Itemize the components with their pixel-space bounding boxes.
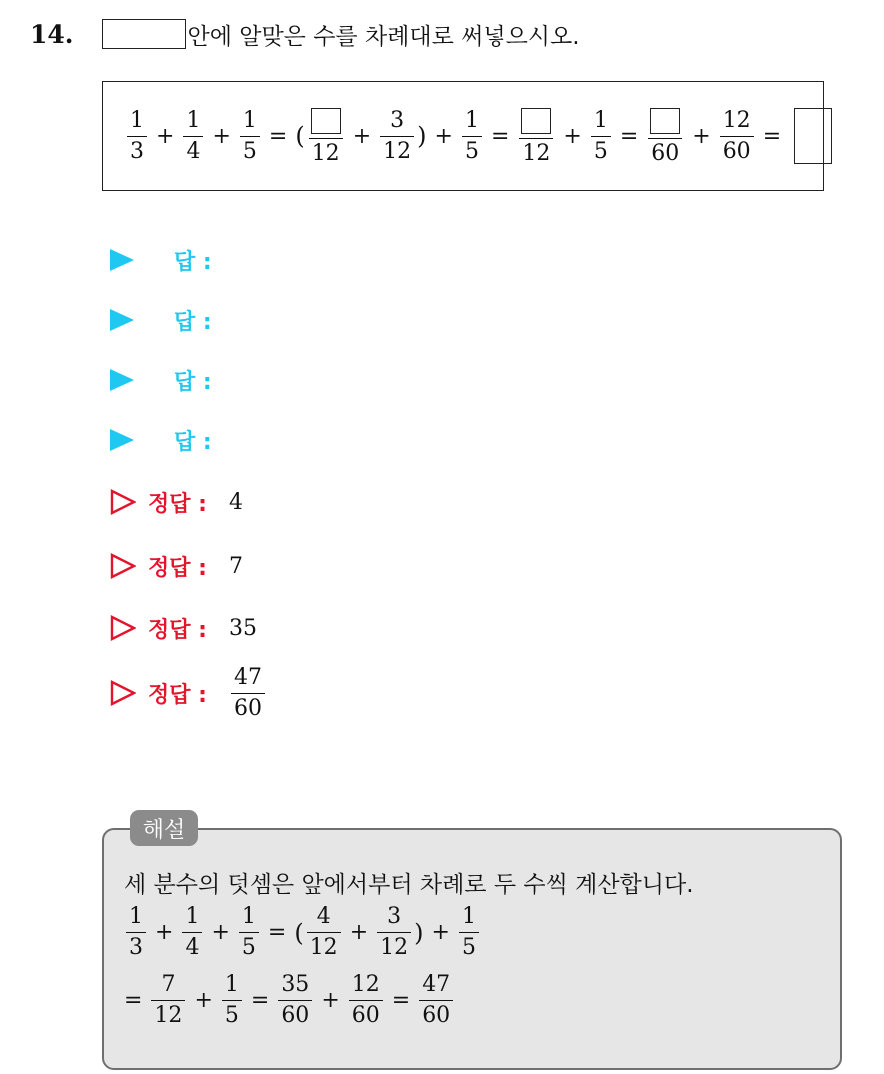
blank-box-icon [521, 108, 551, 134]
correct-answer-row [110, 662, 267, 724]
fraction [591, 107, 611, 164]
answer-label: 답 : [174, 369, 212, 395]
equation-box [102, 81, 824, 191]
correct-label: 정답 : [148, 682, 207, 708]
numerator: 47 [233, 664, 262, 690]
denominator: 5 [462, 136, 482, 163]
fraction [182, 906, 202, 959]
answer-row [110, 302, 212, 338]
plus-sign: + [563, 123, 582, 149]
numerator: 3 [390, 107, 405, 133]
fraction-with-blank [308, 108, 344, 165]
plus-sign: + [434, 123, 453, 149]
fraction [459, 906, 479, 959]
numerator: 1 [185, 904, 200, 929]
numerator: 12 [351, 972, 380, 997]
equals-sign: = [619, 123, 639, 149]
answer-label: 답 : [174, 309, 212, 335]
denominator: 60 [349, 1000, 383, 1027]
numerator: 1 [129, 904, 143, 929]
numerator: 1 [186, 107, 201, 133]
denominator: 12 [377, 932, 411, 959]
correct-label: 정답 : [148, 555, 207, 581]
correct-answer-row [110, 546, 243, 586]
equals-sign: = [250, 988, 270, 1013]
equals-sign: = [762, 123, 782, 149]
fraction-with-blank [647, 108, 683, 165]
equals-sign: = [268, 123, 288, 149]
denominator: 3 [126, 932, 146, 959]
plus-sign: + [349, 920, 369, 945]
fraction [419, 974, 453, 1027]
numerator: 1 [242, 107, 257, 133]
correct-answer-row [110, 482, 243, 522]
numerator: 35 [281, 972, 310, 997]
solution-text: 세 분수의 덧셈은 앞에서부터 차례로 두 수씩 계산합니다. [124, 872, 694, 898]
numerator [308, 108, 344, 138]
numerator: 4 [316, 904, 331, 929]
correct-label: 정답 : [148, 491, 207, 517]
question-text: 안에 알맞은 수를 차례대로 써넣으시오. [187, 23, 580, 50]
fraction [231, 664, 265, 721]
equals-sign: = [490, 123, 510, 149]
fraction [349, 974, 383, 1027]
correct-value: 4 [228, 489, 243, 515]
blank-box-icon [102, 19, 186, 49]
denominator: 12 [307, 932, 341, 959]
plus-sign: + [194, 988, 213, 1013]
triangle-right-icon [110, 309, 134, 331]
denominator: 5 [591, 136, 611, 163]
correct-label: 정답 : [148, 617, 207, 643]
answer-row [110, 362, 212, 398]
question-header [30, 14, 580, 54]
numerator: 47 [422, 972, 451, 997]
plus-sign: + [352, 123, 372, 149]
fraction [126, 906, 146, 959]
left-paren: ( [294, 918, 304, 947]
numerator: 7 [161, 972, 176, 997]
plus-sign: + [156, 123, 175, 149]
numerator: 1 [130, 107, 144, 133]
fraction [377, 906, 411, 959]
answer-row [110, 242, 212, 278]
numerator: 12 [722, 107, 751, 133]
denominator: 12 [151, 1000, 185, 1027]
triangle-outline-icon [110, 680, 136, 706]
fraction [307, 906, 341, 959]
fraction [222, 974, 242, 1027]
plus-sign: + [155, 920, 174, 945]
denominator: 5 [240, 136, 260, 163]
denominator: 60 [278, 1000, 312, 1027]
fraction [278, 974, 312, 1027]
answer-row [110, 422, 212, 458]
denominator: 60 [720, 136, 754, 163]
fraction [183, 107, 203, 164]
plus-sign: + [212, 123, 231, 149]
equation [125, 108, 832, 165]
answer-blank-box-icon [794, 108, 832, 164]
numerator: 1 [461, 904, 476, 929]
triangle-outline-icon [110, 489, 136, 515]
denominator: 4 [183, 136, 203, 163]
triangle-right-icon [110, 429, 134, 451]
plus-sign: + [431, 920, 450, 945]
fraction [462, 107, 482, 164]
solution-line-1 [124, 906, 481, 959]
plus-sign: + [692, 123, 711, 149]
denominator: 5 [459, 932, 479, 959]
denominator: 12 [380, 136, 414, 163]
fraction [240, 107, 260, 164]
triangle-right-icon [110, 369, 134, 391]
denominator: 3 [127, 136, 147, 163]
denominator: 5 [239, 932, 259, 959]
question-number: 14. [30, 19, 74, 49]
numerator: 3 [387, 904, 402, 929]
answer-label: 답 : [174, 429, 212, 455]
right-paren: ) [417, 122, 427, 150]
plus-sign: + [211, 920, 230, 945]
denominator: 5 [222, 1000, 242, 1027]
correct-value: 35 [228, 615, 257, 641]
correct-value: 7 [228, 553, 243, 579]
answer-label: 답 : [174, 249, 212, 275]
fraction [239, 906, 259, 959]
fraction [127, 107, 147, 164]
blank-box-icon [311, 108, 341, 134]
denominator: 60 [419, 1000, 453, 1027]
numerator: 1 [593, 107, 608, 133]
solution-line-2 [124, 974, 455, 1027]
equals-sign: = [124, 988, 143, 1013]
right-paren: ) [414, 918, 424, 947]
denominator: 12 [519, 138, 553, 165]
fraction-with-blank [518, 108, 554, 165]
plus-sign: + [321, 988, 340, 1013]
numerator: 1 [241, 904, 256, 929]
denominator: 12 [309, 138, 343, 165]
equals-sign: = [391, 988, 411, 1013]
denominator: 60 [231, 693, 265, 720]
correct-value-fraction [229, 664, 267, 721]
left-paren: ( [295, 122, 305, 150]
fraction [151, 974, 185, 1027]
denominator: 60 [648, 138, 682, 165]
equals-sign: = [267, 920, 287, 945]
denominator: 4 [182, 932, 202, 959]
fraction [380, 107, 414, 164]
triangle-right-icon [110, 249, 134, 271]
fraction [720, 107, 754, 164]
numerator [647, 108, 683, 138]
solution-tab: 해설 [130, 810, 198, 846]
triangle-outline-icon [110, 553, 136, 579]
triangle-outline-icon [110, 615, 136, 641]
numerator: 1 [224, 972, 239, 997]
numerator: 1 [464, 107, 479, 133]
correct-answer-row [110, 608, 257, 648]
blank-box-icon [650, 108, 680, 134]
numerator [518, 108, 554, 138]
